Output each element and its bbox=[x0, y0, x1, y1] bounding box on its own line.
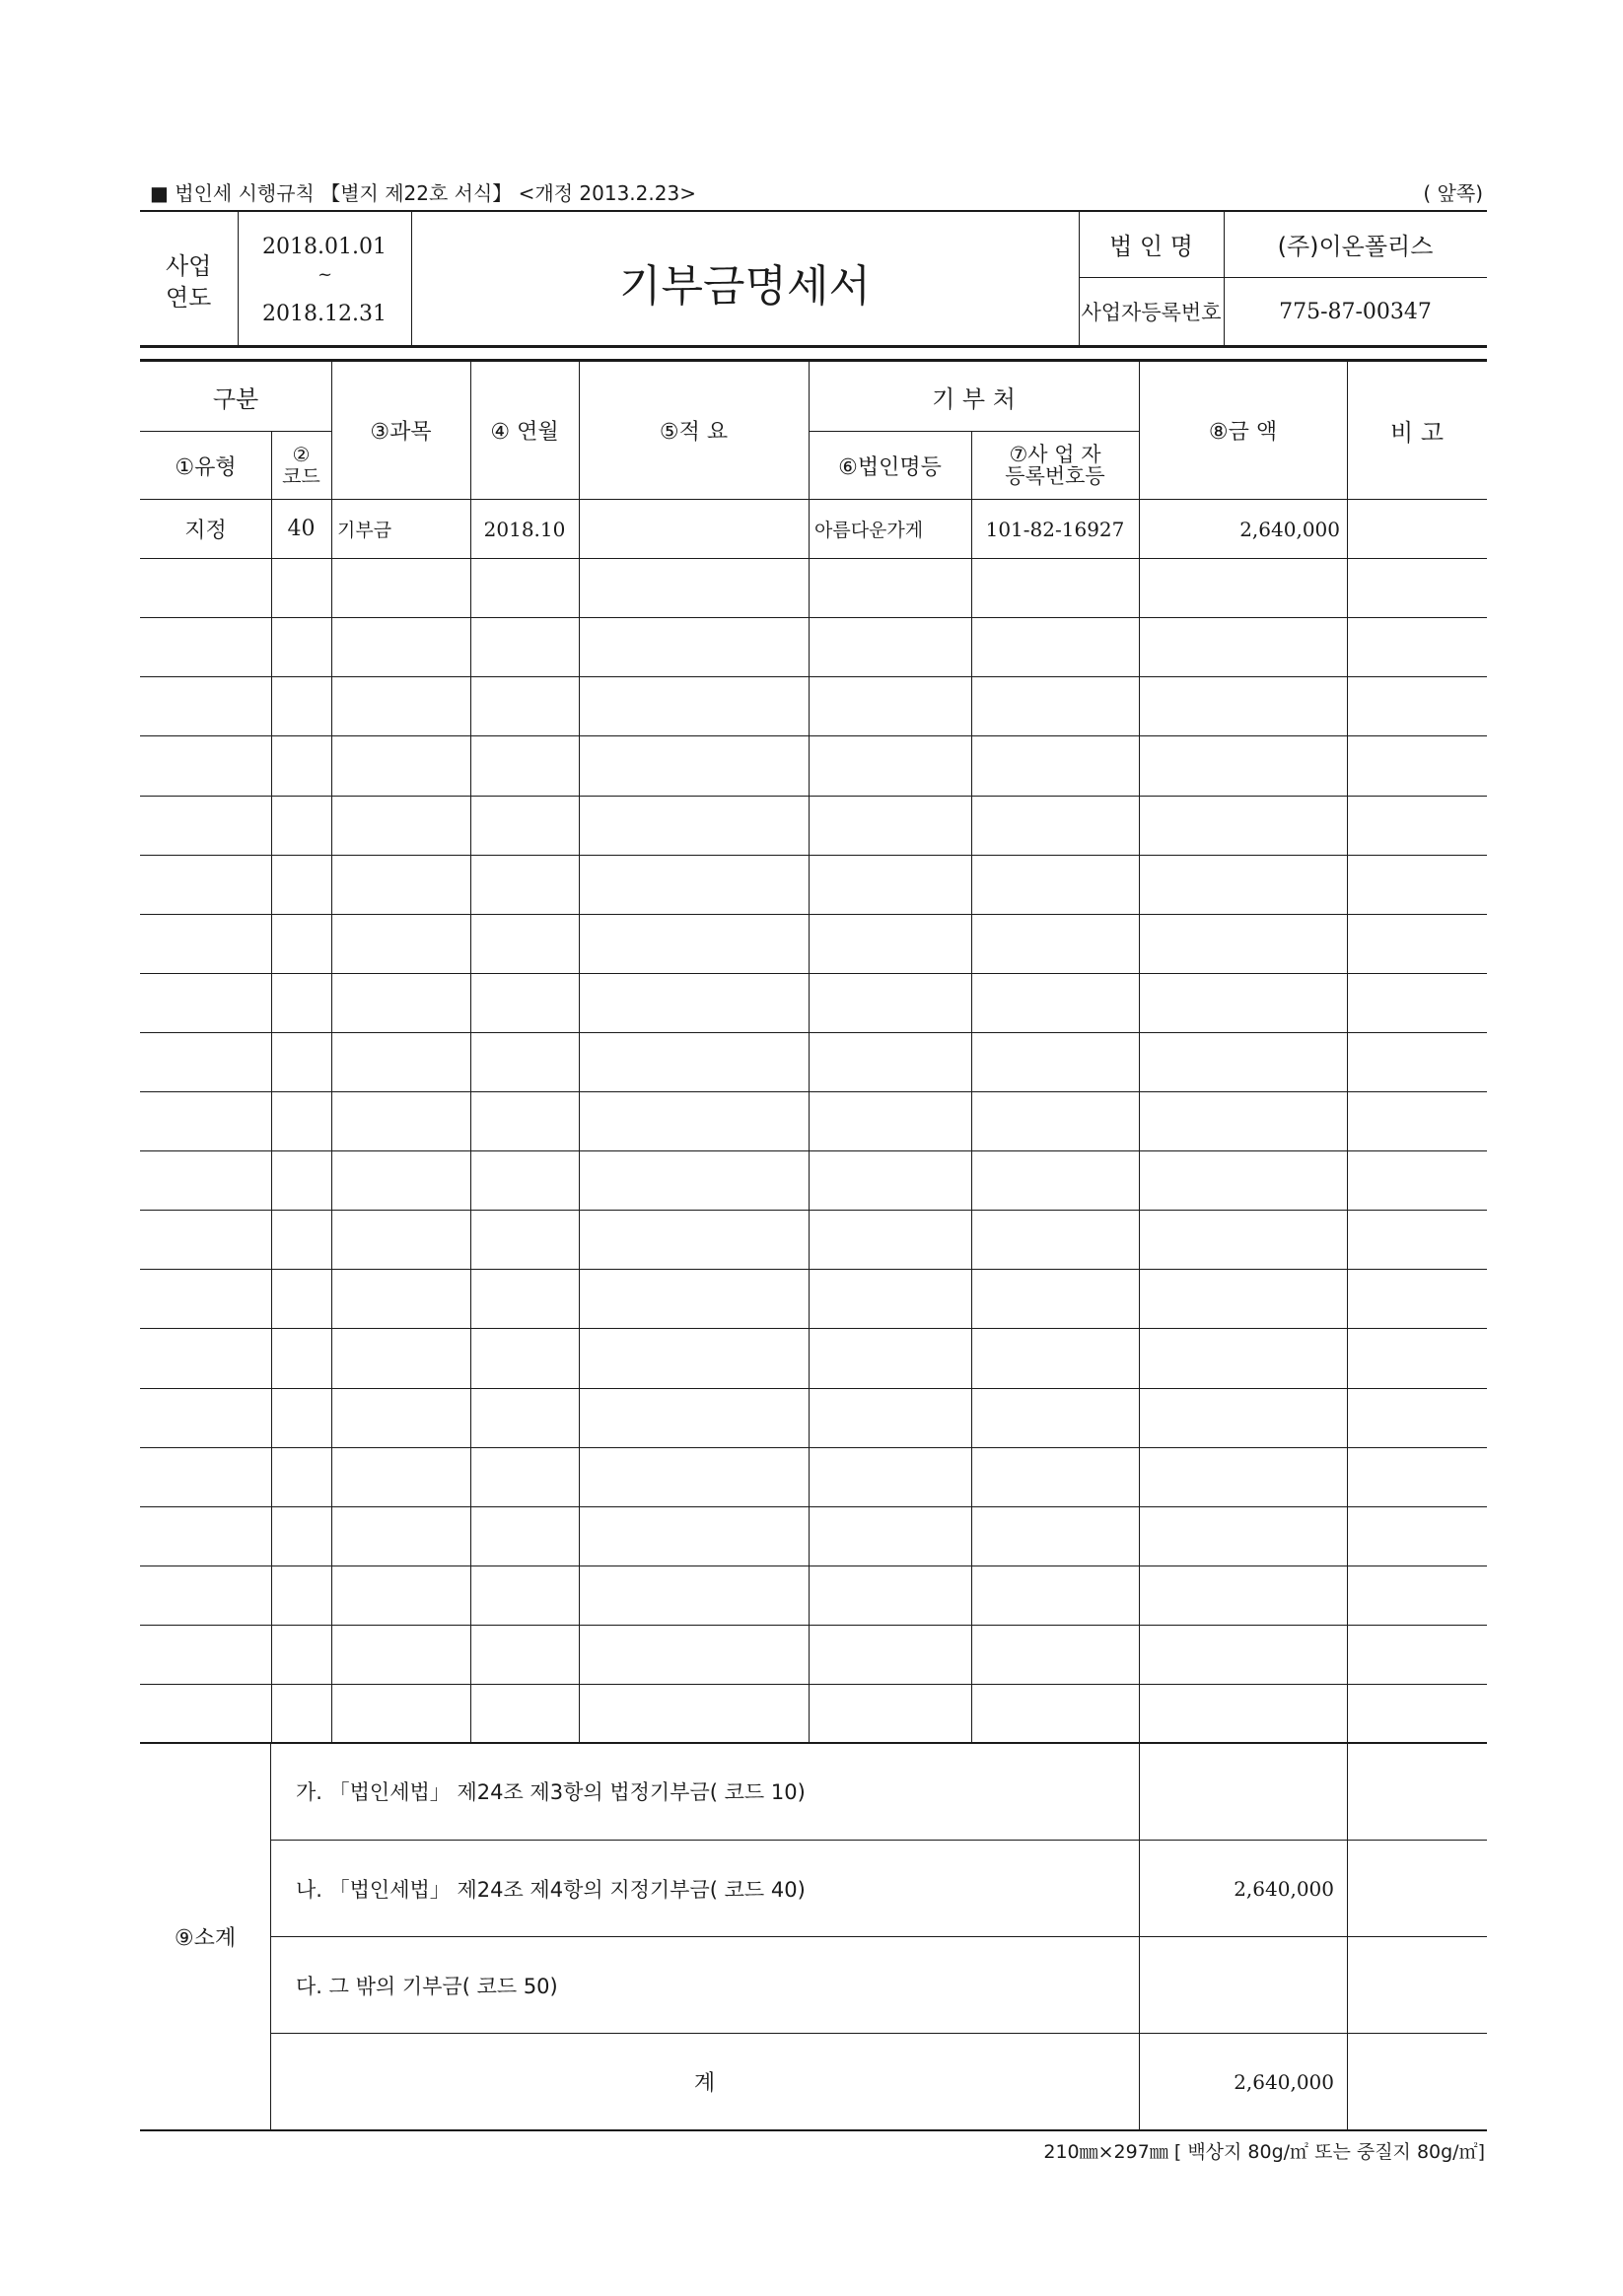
business-year-end: 2018.12.31 bbox=[262, 302, 387, 326]
subtotal-item-designated-amount: 2,640,000 bbox=[1234, 1876, 1334, 1901]
table-row-divider bbox=[140, 855, 1487, 856]
table-row-divider bbox=[140, 1388, 1487, 1389]
row-1-subject: 기부금 bbox=[337, 520, 392, 541]
header-reg-no-1: ⑦사 업 자 bbox=[1009, 443, 1101, 466]
reg-no-value: 775-87-00347 bbox=[1279, 299, 1432, 324]
business-year-tilde: ~ bbox=[318, 264, 333, 285]
table-row-divider bbox=[140, 676, 1487, 677]
table-row-divider bbox=[140, 914, 1487, 915]
header-code-number: ② bbox=[292, 443, 311, 466]
header-type: ①유형 bbox=[175, 454, 237, 480]
subtotal-item-designated: 나. 「법인세법」 제24조 제4항의 지정기부금( 코드 40) bbox=[296, 1877, 806, 1902]
table-row-divider bbox=[140, 1150, 1487, 1151]
row-1-amount: 2,640,000 bbox=[1239, 517, 1340, 541]
table-row-divider bbox=[140, 1506, 1487, 1507]
table-row-divider bbox=[140, 1684, 1487, 1685]
subtotal-total-amount: 2,640,000 bbox=[1234, 2069, 1334, 2094]
header-reg-no-2: 등록번호등 bbox=[1005, 464, 1105, 488]
corp-name-label: 법 인 명 bbox=[1109, 233, 1193, 260]
table-row-divider bbox=[140, 796, 1487, 797]
table-row-divider bbox=[140, 1447, 1487, 1448]
row-1-type: 지정 bbox=[184, 519, 227, 543]
table-row-divider bbox=[140, 1091, 1487, 1092]
row-1-remarks bbox=[1347, 499, 1487, 559]
table-row-divider bbox=[140, 1565, 1487, 1566]
header-remarks: 비 고 bbox=[1390, 419, 1444, 447]
business-year-label-2: 연도 bbox=[166, 284, 212, 312]
form-legal-basis: ■ 법인세 시행규칙 【별지 제22호 서식】 <개정 2013.2.23> bbox=[150, 181, 696, 205]
table-row-divider bbox=[140, 735, 1487, 736]
header-donee-name: ⑥법인명등 bbox=[838, 454, 942, 480]
reg-no-label: 사업자등록번호 bbox=[1081, 301, 1222, 324]
header-donee: 기 부 처 bbox=[932, 384, 1016, 413]
row-1-code: 40 bbox=[287, 517, 316, 541]
subtotal-total-label: 계 bbox=[693, 2071, 716, 2096]
table-row-divider bbox=[140, 1328, 1487, 1329]
row-1-donee-name: 아름다운가게 bbox=[814, 520, 924, 541]
corp-name-value: (주)이온폴리스 bbox=[1277, 233, 1434, 260]
business-year-label-1: 사업 bbox=[166, 252, 212, 280]
table-row-divider bbox=[140, 973, 1487, 974]
paper-spec: 210㎜×297㎜ [ 백상지 80g/㎡ 또는 중질지 80g/㎡] bbox=[1043, 2141, 1485, 2163]
subtotal-item-legal: 가. 「법인세법」 제24조 제3항의 법정기부금( 코드 10) bbox=[296, 1780, 806, 1804]
header-amount: ⑧금 액 bbox=[1208, 420, 1278, 445]
header-category: 구분 bbox=[212, 384, 259, 413]
table-row-divider bbox=[140, 1032, 1487, 1033]
page-title: 기부금명세서 bbox=[619, 261, 872, 312]
page-side: ( 앞쪽) bbox=[1423, 181, 1483, 205]
table-row-divider bbox=[140, 1625, 1487, 1626]
header-subject: ③과목 bbox=[370, 420, 432, 445]
subtotal-label: ⑨소계 bbox=[174, 1925, 237, 1951]
table-row-divider bbox=[140, 617, 1487, 618]
table-row-divider bbox=[140, 1269, 1487, 1270]
header-year-month: ④ 연월 bbox=[490, 420, 559, 445]
subtotal-item-other: 다. 그 밖의 기부금( 코드 50) bbox=[296, 1974, 558, 1998]
header-code bbox=[271, 432, 331, 499]
header-reg-no bbox=[971, 432, 1139, 499]
row-1-summary bbox=[579, 499, 809, 559]
header-summary: ⑤적 요 bbox=[659, 420, 729, 445]
subtotal-item-other-amount bbox=[1139, 1937, 1334, 2033]
subtotal-item-legal-amount bbox=[1139, 1743, 1334, 1840]
business-year-start: 2018.01.01 bbox=[262, 235, 387, 259]
header-code-label: 코드 bbox=[282, 464, 320, 488]
row-1-reg-no: 101-82-16927 bbox=[985, 517, 1125, 541]
table-row-divider bbox=[140, 1210, 1487, 1211]
row-1-year-month: 2018.10 bbox=[483, 517, 566, 541]
